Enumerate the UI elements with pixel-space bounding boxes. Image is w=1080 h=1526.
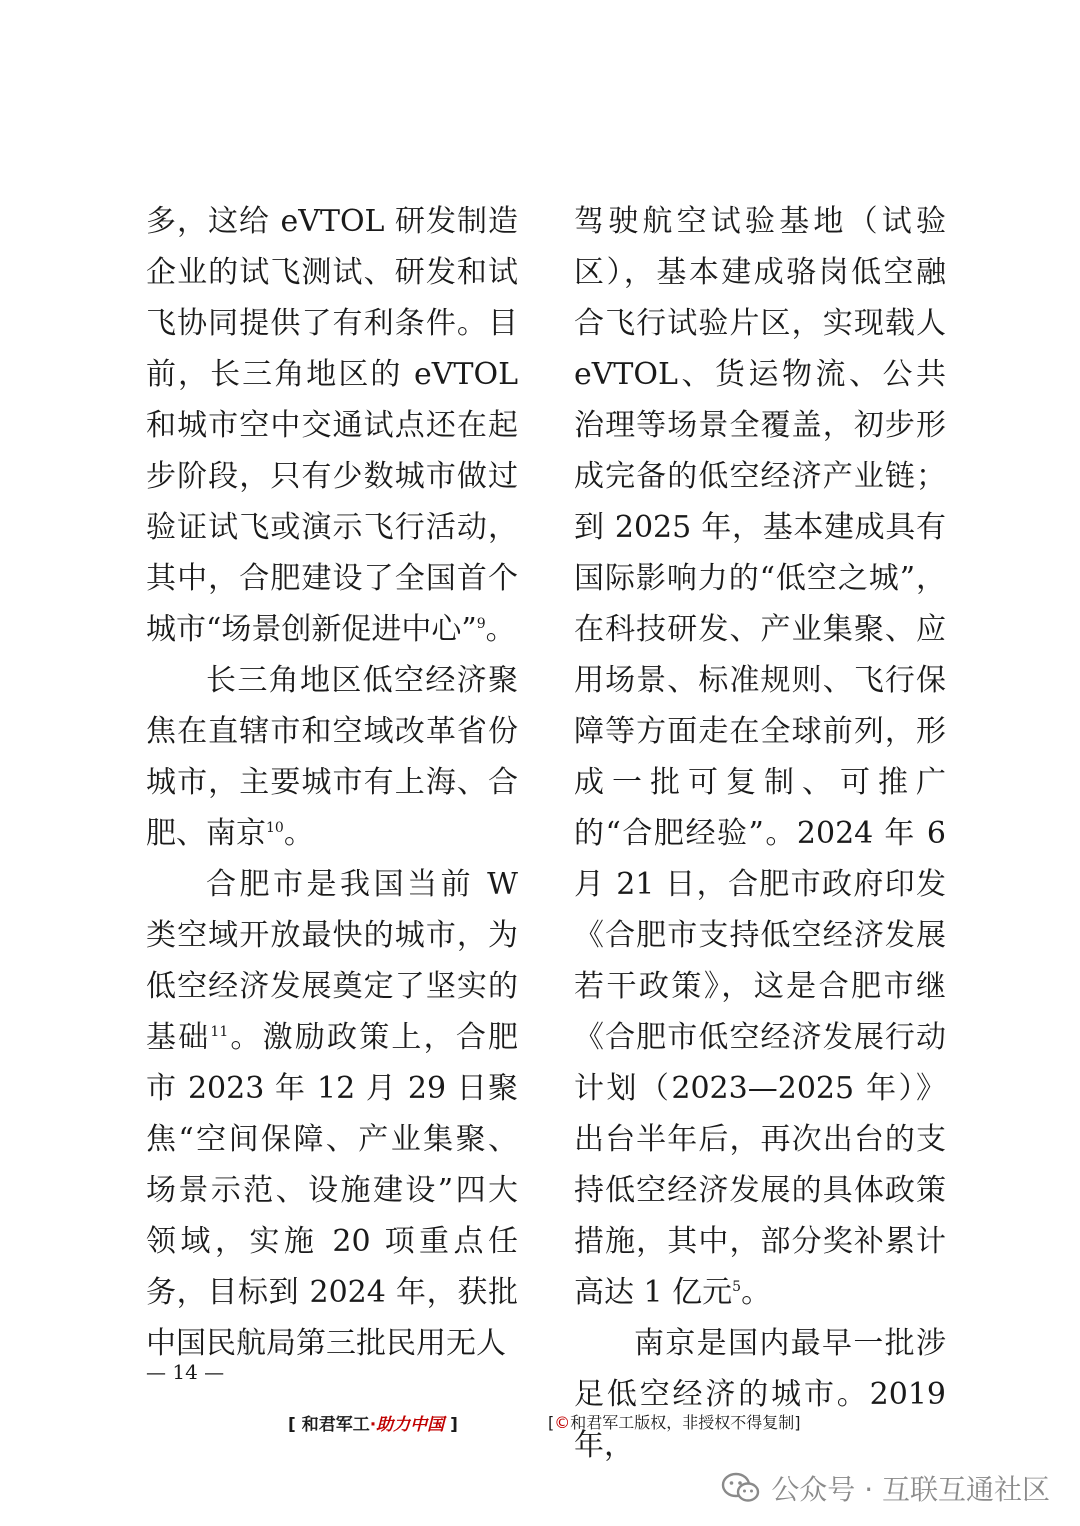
wechat-icon	[721, 1472, 761, 1504]
right-column	[574, 196, 946, 1471]
paragraph-2: 长三角地区低空经济聚焦在直辖市和空域改革省份城市，主要城市有上海、合肥、南京$^{10}$。	[146, 663, 518, 851]
footer-brand: [ 和君军工·助力中国 ]	[288, 1415, 458, 1435]
paragraph-5: 南京是国内最早一批涉足低空经济的城市。2019 年，	[574, 1326, 946, 1463]
footnote-ref: 10	[266, 820, 284, 836]
footnote-ref: 11	[210, 1024, 229, 1040]
brand-slogan: 助力中国	[376, 1415, 445, 1435]
footnote-ref: 5	[732, 1279, 742, 1295]
brand-name: 和君军工	[301, 1415, 370, 1435]
left-column	[146, 196, 518, 1369]
footnote-ref: 9	[476, 616, 486, 632]
page-number: — 14 —	[146, 1360, 225, 1384]
footer-copyright: [©和君军工版权，非授权不得复制]	[548, 1413, 801, 1432]
paragraph-1: 多，这给 eVTOL 研发制造企业的试飞测试、研发和试飞协同提供了有利条件。目前，长三角地区的 eVTOL 和城市空中交通试点还在起步阶段，只有少数城市做过验证试飞或演示飞行活动，其中，合肥建设了全国首个城市“场景创新促进中心”$^9$。	[146, 204, 518, 647]
watermark-text: 公众号 · 互联互通社区	[771, 1473, 1050, 1506]
copyright-icon: ©	[554, 1413, 571, 1432]
watermark	[721, 1468, 1050, 1508]
paragraph-3: 合肥市是我国当前 W 类空域开放最快的城市，为低空经济发展奠定了坚实的基础$^{11}$。激励政策上，合肥市 2023 年 12 月 29 日聚焦“空间保障、产业集聚、场景示范、设施建设”四大领域，实施 20 项重点任务，目标到 2024 年，获批中国民航局第三批民用无人	[146, 867, 519, 1361]
paragraph-4: 驾驶航空试验基地（试验区），基本建成骆岗低空融合飞行试验片区，实现载人 eVTOL、货运物流、公共治理等场景全覆盖，初步形成完备的低空经济产业链；到 2025 年，基本建成具有国际影响力的“低空之城”，在科技研发、产业集聚、应用场景、标准规则、飞行保障等方面走在全球前列，形成一批可复制、可推广的“合肥经验”。2024 年 6 月 21 日，合肥市政府印发《合肥市支持低空经济发展若干政策》，这是合肥市继《合肥市低空经济发展行动计划（2023—2025 年）》出台半年后，再次出台的支持低空经济发展的具体政策措施，其中，部分奖补累计高达 1 亿元$^5$。	[574, 204, 946, 1310]
